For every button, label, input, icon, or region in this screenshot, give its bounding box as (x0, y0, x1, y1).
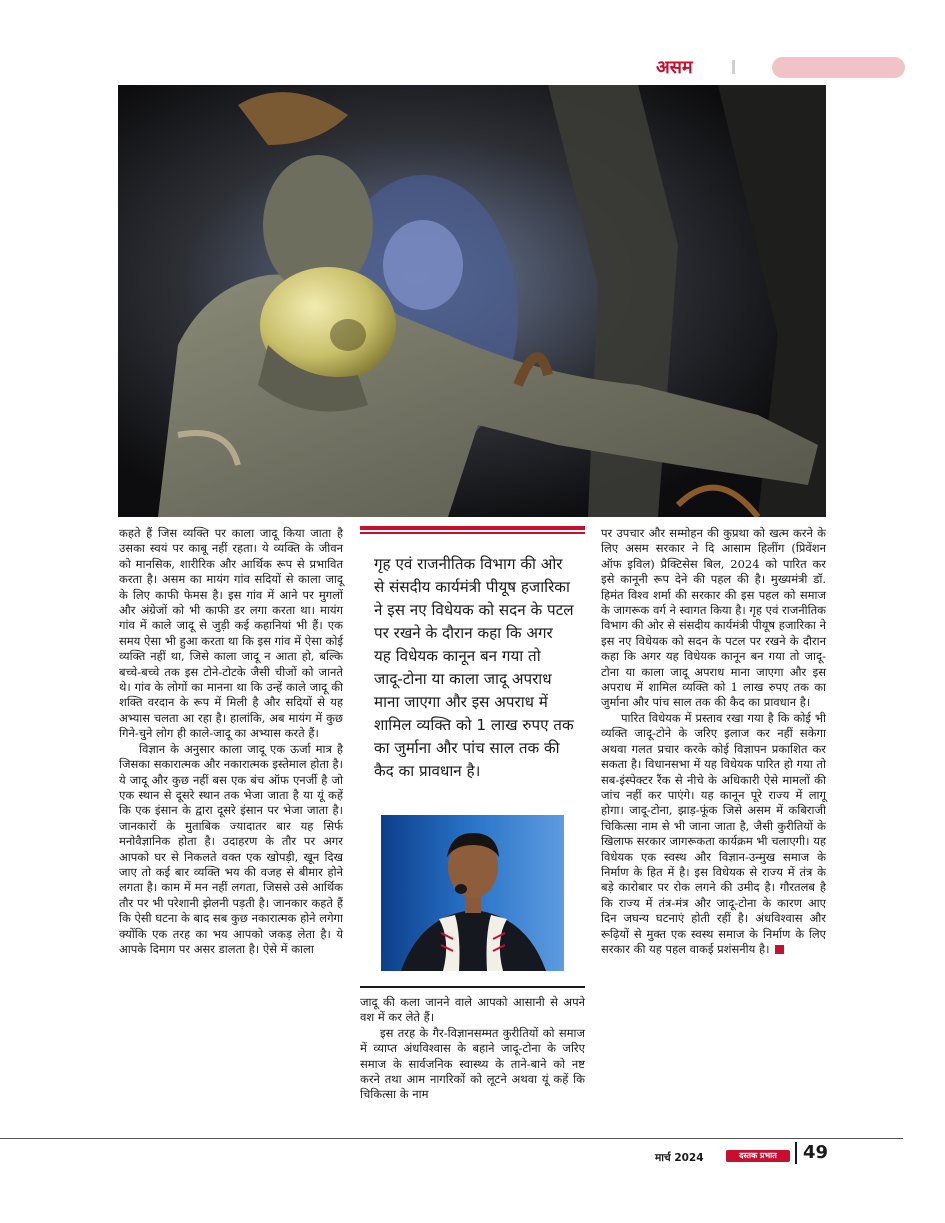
pull-quote-rule-top-thin (360, 532, 585, 534)
article-paragraph: पर उपचार और सम्मोहन की कुप्रथा को खत्म करने के लिए असम सरकार ने दि आसाम हिलींग (प्रिवेंशन ऑफ इविल) प्रैक्टिसेस बिल, 2024 को पारित कर इसे कानूनी रूप देने की पहल की है। मुख्यमंत्री डॉ. हिमंत विश्व शर्मा की सरकार की इस पहल को समाज के जागरूक वर्ग ने स्वागत किया है। गृह एवं राजनीतिक विभाग की ओर से संसदीय कार्यमंत्री पीयूष हजारिका ने इस नए विधेयक को सदन के पटल पर रखने के दौरान कहा कि अगर यह विधेयक कानून बन गया तो जादू-टोना या काला जादू अपराध माना जाएगा और इस अपराध में शामिल व्यक्ति को 1 लाख रुपए तक का जुर्माना और पांच साल तक की कैद का प्रावधान है। (601, 526, 826, 710)
footer-rule (0, 1138, 903, 1139)
article-paragraph: जादू की कला जानने वाले आपको आसानी से अपने वश में कर लेते हैं। (360, 995, 585, 1025)
pull-quote: गृह एवं राजनीतिक विभाग की ओर से संसदीय कार्यमंत्री पीयूष हजारिका ने इस नए विधेयक को सदन के पटल पर रखने के दौरान कहा कि अगर यह विधेयक कानून बन गया तो जादू-टोना या काला जादू अपराध माना जाएगा और इस अपराध में शामिल व्यक्ति को 1 लाख रुपए तक का जुर्माना और पांच साल तक की कैद का प्रावधान है। (374, 555, 574, 780)
article-paragraph: इस तरह के गैर-विज्ञानसम्मत कुरीतियों को समाज में व्याप्त अंधविश्वास के बहाने जादू-टोना के जरिए समाज के सार्वजनिक स्वास्थ्य के ताने-बाने को नष्ट करने तथा आम नागरिकों को लूटने अथवा यूं कहें कि चिकित्सा के नाम (360, 1025, 585, 1102)
article-column-left (119, 526, 343, 1126)
section-label: असम (656, 57, 693, 78)
minister-photo (381, 815, 564, 971)
issue-date: मार्च 2024 (655, 1152, 704, 1164)
article-column-right (601, 526, 826, 1126)
article-column-middle (360, 995, 585, 1125)
hero-photo-illustration (118, 85, 826, 517)
section-divider (732, 60, 735, 74)
magazine-logo: दस्तक प्रभात (726, 1150, 790, 1162)
article-paragraph-final (601, 711, 826, 958)
article-paragraph: विज्ञान के अनुसार काला जादू एक ऊर्जा मात्र है जिसका सकारात्मक और नकारात्मक इस्तेमाल होता है। ये जादू और कुछ नहीं बस एक बंच ऑफ एनर्जी है जो एक स्थान से दूसरे स्थान तक भेजा जाता है या यूं कहें कि एक इंसान के द्वारा दूसरे इंसान पर भेजा जाता है। जानकारों के मुताबिक ज्यादातर बार यह सिर्फ मनोवैज्ञानिक होता है। उदाहरण के तौर पर अगर आपको घर से निकलते वक्त एक खोपड़ी, खून दिख जाए तो कई बार व्यक्ति भय की वजह से बीमार होने लगता है। काम में मन नहीं लगता, जिससे उसे आर्थिक तौर पर भी परेशानी झेलनी पड़ती है। जानकार कहते हैं कि ऐसी घटना के बाद सब कुछ नकारात्मक होने लगेगा क्योंकि एक तरह का भय आपको जकड़ लेता है। ये आपके दिमाग पर असर डालता है। ऐसे में काला (119, 741, 343, 956)
pull-quote-rule-top (360, 526, 585, 530)
section-tag-pill (772, 57, 905, 78)
end-of-article-mark (775, 945, 784, 954)
pull-quote-rule-bottom (360, 986, 585, 988)
article-paragraph: कहते हैं जिस व्यक्ति पर काला जादू किया जाता है उसका स्वयं पर काबू नहीं रहता। ये व्यक्ति के जीवन को मानसिक, शारीरिक और आर्थिक रूप से प्रभावित करता है। असम का मायंग गांव सदियों से काला जादू के लिए काफी फेमस है। इस गांव में आने पर मुगलों और अंग्रेजों को भी काफी डर लगा करता था। मायंग गांव में काले जादू से जुड़ी कई कहानियां भी हैं। एक समय ऐसा भी हुआ करता था कि इस गांव में ऐसा कोई व्यक्ति नहीं था, जिसे काला जादू न आता हो, बल्कि बच्चे-बच्चे तक इस टोने-टोटके जैसी चीजों को जानते थे। गांव के लोगों का मानना था कि उन्हें काले जादू की शक्ति वरदान के रूप में मिली है और सदियों से यह अभ्यास चलता आ रहा है। हालांकि, अब मायंग में कुछ गिने-चुने लोग ही काले-जादू का अभ्यास करते हैं। (119, 526, 343, 741)
footer-divider (795, 1142, 797, 1164)
article-paragraph-text: पारित विधेयक में प्रस्ताव रखा गया है कि कोई भी व्यक्ति जादू-टोने के जरिए इलाज कर नहीं सकेगा अथवा गलत प्रचार करके कोई विज्ञापन प्रकाशित कर सकता है। विधानसभा में यह विधेयक पारित हो गया तो सब-इंस्पेक्टर रैंक से नीचे के अधिकारी ऐसे मामलों की जांच नहीं कर पाएंगे। यह कानून पूरे राज्य में लागू होगा। जादू-टोना, झाड़-फूंक जिसे असम में कबिराजी चिकित्सा नाम से भी जाना जाता है, जैसी कुरीतियों के खिलाफ सरकार जागरूकता कार्यक्रम भी चलाएगी। यह विधेयक एक स्वस्थ और विज्ञान-उन्मुख समाज के निर्माण के हित में है। इस विधेयक से राज्य में तंत्र के बड़े कारोबार पर रोक लगने की उमीद है। गौरतलब है कि राज्य में तंत्र-मंत्र और जादू-टोना के कारण आए दिन जघन्य घटनाएं होती रहीं है। अंधविश्वास और रूढ़ियों से मुक्त एक स्वस्थ समाज के निर्माण के लिए सरकार की यह पहल वाकई प्रशंसनीय है। (601, 710, 826, 956)
page-number: 49 (803, 1142, 829, 1163)
hero-image (118, 85, 826, 517)
minister-photo-illustration (381, 815, 564, 971)
